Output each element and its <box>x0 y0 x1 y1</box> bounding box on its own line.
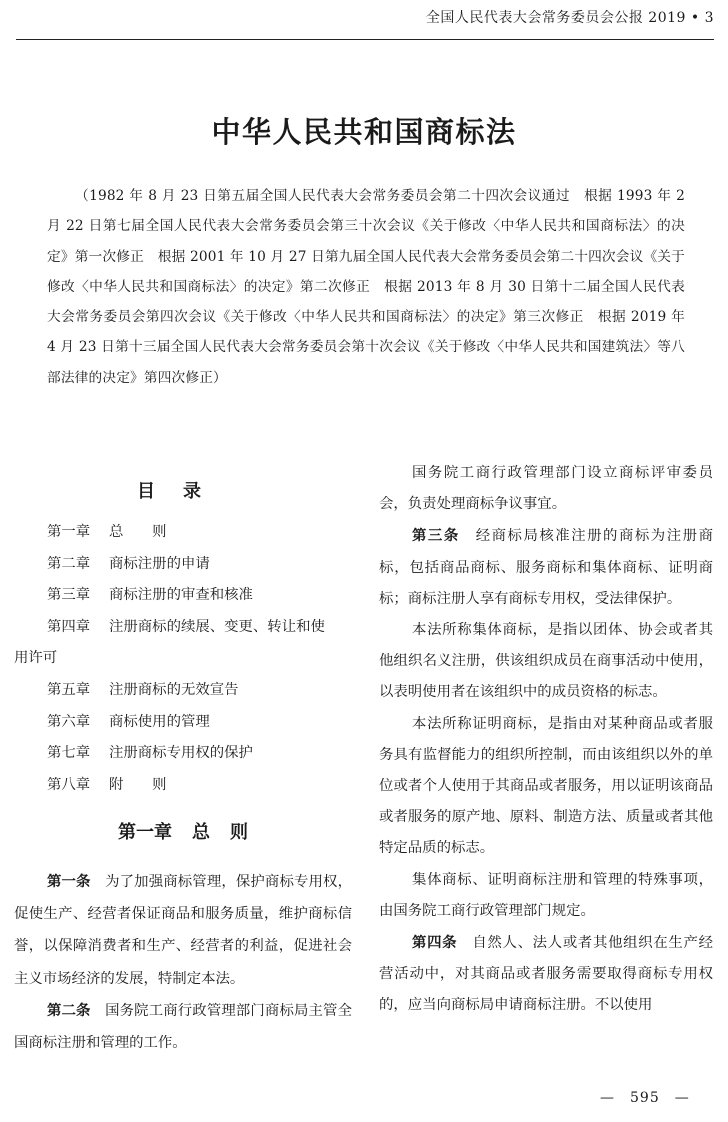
law-title: 中华人民共和国商标法 <box>211 115 517 149</box>
article-text: 国务院工商行政管理部门商标局主管全国商标注册和管理的工作。 <box>14 1002 352 1052</box>
toc-chapter-number: 第三章 <box>47 587 91 604</box>
article-1 <box>14 866 352 995</box>
toc-chapter-title: 商标使用的管理 <box>109 713 210 730</box>
toc-chapter-number: 第四章 <box>47 618 91 635</box>
toc-chapter-title: 附 则 <box>109 776 167 793</box>
chapter-one-heading <box>14 818 352 844</box>
toc-chapter-number: 第八章 <box>47 776 91 793</box>
article-label: 第三条 <box>412 527 460 545</box>
toc-chapter-title: 商标注册的审查和核准 <box>109 587 253 604</box>
toc-item <box>14 707 352 739</box>
toc-chapter-number: 第五章 <box>47 681 91 698</box>
running-header: 全国人民代表大会常务委员会公报 2019 • 3 <box>425 10 714 26</box>
right-column-body <box>379 458 713 1022</box>
page-number: — 595 — <box>600 1090 690 1106</box>
toc-item <box>14 738 352 770</box>
header-rule <box>16 39 714 40</box>
toc-item <box>14 549 352 581</box>
left-column-body <box>14 866 352 1059</box>
toc-chapter-number: 第六章 <box>47 713 91 730</box>
toc-chapter-title: 总 则 <box>109 524 167 540</box>
toc-item <box>14 770 352 802</box>
chapter-word-2: 则 <box>230 822 248 843</box>
article-3 <box>379 520 713 615</box>
chapter-word-1: 总 <box>192 822 210 843</box>
article-2 <box>14 995 352 1059</box>
article-label: 第四条 <box>412 934 458 952</box>
toc-heading: 目录 <box>137 481 229 502</box>
toc-chapter-title: 注册商标的续展、变更、转让和使 <box>109 618 325 635</box>
toc-item <box>14 580 352 612</box>
article-text: 为了加强商标管理，保护商标专用权，促使生产、经营者保证商品和服务质量，维护商标信誉，以保障消费者和生产、经营者的利益，促进社会主义市场经济的发展，特制定本法。 <box>14 874 352 987</box>
toc-chapter-number: 第二章 <box>47 555 91 572</box>
toc-list <box>14 517 352 801</box>
toc-chapter-title: 商标注册的申请 <box>109 555 210 572</box>
article-text: 自然人、法人或者其他组织在生产经营活动中，对其商品或者服务需要取得商标专用权的，应当向商标局申请商标注册。不以使用 <box>379 935 713 1014</box>
chapter-number: 第一章 <box>118 822 172 843</box>
paragraph: 集体商标、证明商标注册和管理的特殊事项，由国务院工商行政管理部门规定。 <box>379 871 713 919</box>
amendment-history: （1982 年 8 月 23 日第五届全国人民代表大会常务委员会第二十四次会议通过 根据 1993 年 2 月 22 日第七届全国人民代表大会常务委员会第三十次会议《关于修改〈中华人民共和国商标法〉的决定》第一次修正 根据 2001 年 10 月 27 日第九届全国人民代表大会常务委员会第二十四次会议《关于修改〈中华人民共和国商标法〉的决定》第二次修正 根据 2013 年 8 月 30 日第十二届全国人民代表大会常务委员会第四次会议《关于修改〈中华人民共和国商标法〉的决定》第三次修正 根据 2019 年 4 月 23 日第十三届全国人民代表大会常务委员会第十次会议《关于修改〈中华人民共和国建筑法〉等八部法律的决定》第四次修正） <box>47 188 685 386</box>
toc-chapter-number: 第一章 <box>47 524 91 540</box>
toc-item <box>14 517 352 549</box>
toc-item <box>14 675 352 707</box>
toc-chapter-number: 第七章 <box>47 745 91 762</box>
toc-chapter-title-continued: 用许可 <box>14 650 58 667</box>
article-label: 第一条 <box>47 873 91 890</box>
paragraph: 本法所称证明商标，是指由对某种商品或者服务具有监督能力的组织所控制，而由该组织以外的单位或者个人使用于其商品或者服务，用以证明该商品或者服务的原产地、原料、制造方法、质量或者其他特定品质的标志。 <box>379 715 713 857</box>
article-text: 经商标局核准注册的商标为注册商标，包括商品商标、服务商标和集体商标、证明商标；商标注册人享有商标专用权，受法律保护。 <box>379 528 713 607</box>
paragraph: 本法所称集体商标，是指以团体、协会或者其他组织名义注册，供该组织成员在商事活动中使用，以表明使用者在该组织中的成员资格的标志。 <box>379 622 713 701</box>
toc-chapter-title: 注册商标专用权的保护 <box>109 745 253 762</box>
article-4 <box>379 927 713 1022</box>
paragraph: 国务院工商行政管理部门设立商标评审委员会，负责处理商标争议事宜。 <box>379 465 713 513</box>
toc-item <box>14 612 352 675</box>
toc-chapter-title: 注册商标的无效宣告 <box>109 681 239 698</box>
article-label: 第二条 <box>47 1001 91 1019</box>
